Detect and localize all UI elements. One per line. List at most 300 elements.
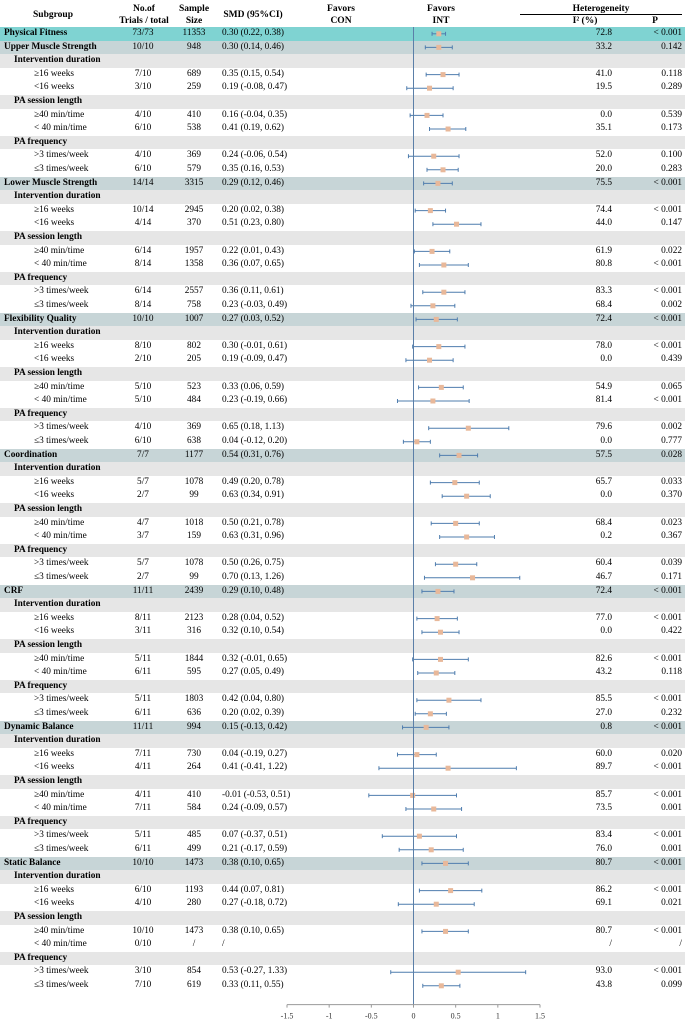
trials-value: 10/14 <box>132 204 154 215</box>
trials-value: 2/7 <box>137 572 149 582</box>
category-label: Intervention duration <box>14 599 101 610</box>
sample-size-value: 159 <box>187 531 201 542</box>
sample-size-value: 689 <box>187 68 201 79</box>
subgroup-label: < 40 min/time <box>34 939 87 950</box>
p-value: 0.422 <box>661 626 682 637</box>
subgroup-label: < 40 min/time <box>34 531 87 542</box>
p-value: 0.021 <box>661 898 682 909</box>
i2-value: 44.0 <box>595 218 612 229</box>
sample-size-value: 2439 <box>184 585 204 596</box>
sample-size-value: / <box>192 939 196 950</box>
p-value: 0.020 <box>661 748 682 759</box>
subgroup-label: ≥40 min/time <box>34 245 85 256</box>
smd-value: 0.33 (0.11, 0.55) <box>222 980 284 990</box>
subgroup-label: ≥16 weeks <box>34 68 74 79</box>
header-favors-int-line1: Favors <box>427 4 455 14</box>
sample-size-value: 758 <box>187 300 201 310</box>
i2-value: 74.4 <box>595 204 612 215</box>
i2-value: 0.0 <box>600 109 612 120</box>
i2-value: 72.4 <box>595 585 612 596</box>
trials-value: 4/10 <box>134 150 152 161</box>
trials-value: 3/7 <box>137 531 149 542</box>
sample-size-value: 410 <box>187 109 201 120</box>
smd-value: -0.01 (-0.53, 0.51) <box>222 789 291 800</box>
p-value: < 0.001 <box>653 884 682 895</box>
header-p: P <box>652 16 658 26</box>
trials-value: 7/10 <box>134 68 152 79</box>
smd-value: 0.28 (0.04, 0.52) <box>222 612 284 623</box>
point-estimate <box>446 698 451 703</box>
point-estimate <box>457 453 462 458</box>
smd-value: 0.70 (0.13, 1.26) <box>222 572 284 582</box>
p-value: 0.033 <box>661 476 682 487</box>
p-value: 0.002 <box>661 422 682 433</box>
subgroup-label: ≤3 times/week <box>34 164 89 174</box>
trials-value: 3/11 <box>134 626 152 637</box>
point-estimate <box>466 426 471 431</box>
smd-value: 0.30 (0.14, 0.46) <box>222 41 284 52</box>
subgroup-label: Coordination <box>4 449 58 460</box>
p-value: < 0.001 <box>653 313 682 324</box>
trials-value: 7/10 <box>134 980 152 990</box>
sample-size-value: 205 <box>187 354 201 365</box>
header-favors-con-line1: Favors <box>327 4 355 14</box>
subgroup-label: ≥16 weeks <box>34 612 74 623</box>
smd-value: 0.20 (0.02, 0.38) <box>222 204 284 215</box>
point-estimate <box>443 929 448 934</box>
sample-size-value: 730 <box>187 748 201 759</box>
sample-size-value: 595 <box>187 667 201 678</box>
trials-value: 4/11 <box>134 762 152 773</box>
i2-value: 52.0 <box>595 150 612 161</box>
subgroup-label: <16 weeks <box>34 354 75 365</box>
subgroup-label: ≤3 times/week <box>34 980 89 990</box>
smd-value: 0.30 (0.22, 0.38) <box>222 28 284 38</box>
i2-value: 27.0 <box>595 708 612 718</box>
i2-value: / <box>609 939 612 950</box>
point-estimate <box>446 127 451 132</box>
smd-value: 0.23 (-0.03, 0.49) <box>222 300 288 310</box>
trials-value: 3/10 <box>134 966 152 977</box>
p-value: 0.289 <box>661 82 682 93</box>
category-label: PA frequency <box>14 136 68 147</box>
sample-size-value: 369 <box>187 422 201 433</box>
sample-size-value: 854 <box>187 966 201 977</box>
sample-size-value: 584 <box>187 803 201 814</box>
sample-size-value: 484 <box>187 395 201 406</box>
point-estimate <box>439 983 444 988</box>
point-estimate <box>430 399 435 404</box>
subgroup-label: ≥40 min/time <box>34 789 85 800</box>
trials-value: 10/10 <box>132 41 154 52</box>
subgroup-label: <16 weeks <box>34 762 75 773</box>
subgroup-label: < 40 min/time <box>34 667 87 678</box>
p-value: 0.039 <box>661 558 682 569</box>
i2-value: 0.0 <box>600 436 612 446</box>
sample-size-value: 1358 <box>184 259 204 270</box>
i2-value: 79.6 <box>595 422 612 433</box>
p-value: 0.439 <box>661 354 682 365</box>
smd-value: 0.29 (0.12, 0.46) <box>222 177 284 188</box>
sample-size-value: 948 <box>187 41 201 52</box>
sample-size-value: 2945 <box>184 204 204 215</box>
sample-size-value: 1473 <box>184 857 204 868</box>
point-estimate <box>435 616 440 621</box>
category-label: PA session length <box>14 232 83 242</box>
subgroup-label: ≥40 min/time <box>34 109 85 120</box>
i2-value: 43.2 <box>595 667 612 678</box>
category-label: Intervention duration <box>14 55 101 66</box>
x-tick-label: 1.5 <box>535 1011 545 1019</box>
subgroup-label: >3 times/week <box>34 966 89 977</box>
p-value: 0.370 <box>661 490 682 501</box>
sample-size-value: 2557 <box>184 286 204 297</box>
category-label: Intervention duration <box>14 735 101 746</box>
i2-value: 93.0 <box>595 966 612 977</box>
point-estimate <box>410 793 415 798</box>
p-value: < 0.001 <box>653 857 682 868</box>
trials-value: 8/14 <box>134 300 152 310</box>
subgroup-label: ≤3 times/week <box>34 844 89 854</box>
point-estimate <box>436 344 441 349</box>
trials-value: 14/14 <box>132 177 154 188</box>
i2-value: 68.4 <box>595 300 612 310</box>
i2-value: 86.2 <box>595 884 612 895</box>
trials-value: 4/14 <box>134 218 152 229</box>
p-value: < 0.001 <box>653 721 682 732</box>
i2-value: 83.3 <box>595 286 612 297</box>
p-value: 0.142 <box>661 41 682 52</box>
subgroup-label: ≤3 times/week <box>34 300 89 310</box>
point-estimate <box>464 535 469 540</box>
subgroup-label: >3 times/week <box>34 830 89 841</box>
i2-value: 76.0 <box>595 844 612 854</box>
smd-value: 0.42 (0.04, 0.80) <box>222 694 284 705</box>
subgroup-label: ≥40 min/time <box>34 517 85 528</box>
smd-value: 0.16 (-0.04, 0.35) <box>222 109 288 120</box>
smd-value: 0.54 (0.31, 0.76) <box>222 449 284 460</box>
point-estimate <box>470 575 475 580</box>
subgroup-label: Lower Muscle Strength <box>4 177 98 188</box>
header-heterogeneity: Heterogeneity <box>572 4 630 14</box>
p-value: < 0.001 <box>653 966 682 977</box>
sample-size-value: 1078 <box>184 558 204 569</box>
header-subgroup: Subgroup <box>33 10 73 20</box>
smd-value: 0.20 (0.02, 0.39) <box>222 708 284 718</box>
smd-value: 0.19 (-0.08, 0.47) <box>222 82 288 93</box>
trials-value: 4/10 <box>134 422 152 433</box>
trials-value: 5/11 <box>134 653 152 664</box>
subgroup-label: ≥16 weeks <box>34 204 74 215</box>
point-estimate <box>435 589 440 594</box>
trials-value: 5/11 <box>134 830 152 841</box>
smd-value: 0.41 (-0.41, 1.22) <box>222 762 288 773</box>
subgroup-label: < 40 min/time <box>34 259 87 270</box>
sample-size-value: 99 <box>189 490 199 501</box>
smd-value: 0.27 (-0.18, 0.72) <box>222 898 288 909</box>
sample-size-value: 369 <box>187 150 201 161</box>
smd-value: 0.04 (-0.19, 0.27) <box>222 748 288 759</box>
subgroup-label: ≥16 weeks <box>34 884 74 895</box>
subgroup-label: ≤3 times/week <box>34 708 89 718</box>
i2-value: 81.4 <box>595 395 612 406</box>
smd-value: 0.30 (-0.01, 0.61) <box>222 340 288 351</box>
subgroup-label: <16 weeks <box>34 898 75 909</box>
trials-value: 3/10 <box>134 82 152 93</box>
category-label: PA frequency <box>14 272 68 283</box>
i2-value: 69.1 <box>595 898 612 909</box>
category-label: PA session length <box>14 368 83 378</box>
smd-value: 0.35 (0.16, 0.53) <box>222 164 284 174</box>
i2-value: 75.5 <box>595 177 612 188</box>
i2-value: 60.4 <box>595 558 612 569</box>
sample-size-value: 1193 <box>184 884 204 895</box>
smd-value: 0.07 (-0.37, 0.51) <box>222 830 288 841</box>
sample-size-value: 638 <box>187 436 201 446</box>
trials-value: 2/7 <box>137 490 149 501</box>
trials-value: 10/10 <box>132 857 154 868</box>
p-value: 0.118 <box>661 68 682 79</box>
p-value: < 0.001 <box>653 286 682 297</box>
p-value: < 0.001 <box>653 925 682 936</box>
i2-value: 83.4 <box>595 830 612 841</box>
category-label: Intervention duration <box>14 327 101 338</box>
header-size-line1: Sample <box>178 4 210 14</box>
smd-value: 0.22 (0.01, 0.43) <box>222 245 284 256</box>
smd-value: 0.32 (-0.01, 0.65) <box>222 653 288 664</box>
x-tick-label: 1 <box>495 1011 500 1019</box>
subgroup-label: ≥40 min/time <box>34 653 85 664</box>
p-value: < 0.001 <box>653 789 682 800</box>
sample-size-value: 499 <box>187 844 201 854</box>
p-value: 0.028 <box>661 449 682 460</box>
smd-value: 0.63 (0.34, 0.91) <box>222 490 284 501</box>
category-label: PA frequency <box>14 816 68 827</box>
trials-value: 0/10 <box>134 939 152 950</box>
subgroup-label: >3 times/week <box>34 422 89 433</box>
p-value: 0.118 <box>661 667 682 678</box>
sample-size-value: 370 <box>187 218 201 229</box>
category-label: PA session length <box>14 504 83 514</box>
smd-value: 0.19 (-0.09, 0.47) <box>222 354 288 365</box>
smd-value: 0.24 (-0.06, 0.54) <box>222 150 288 161</box>
point-estimate <box>441 72 446 77</box>
i2-value: 85.7 <box>595 789 612 800</box>
point-estimate <box>434 902 439 907</box>
p-value: < 0.001 <box>653 340 682 351</box>
i2-value: 41.0 <box>595 68 612 79</box>
p-value: < 0.001 <box>653 204 682 215</box>
point-estimate <box>448 888 453 893</box>
subgroup-label: ≤3 times/week <box>34 572 89 582</box>
sample-size-value: 259 <box>187 82 201 93</box>
trials-value: 5/10 <box>134 395 152 406</box>
p-value: < 0.001 <box>653 28 682 38</box>
trials-value: 4/10 <box>134 109 152 120</box>
subgroup-label: >3 times/week <box>34 286 89 297</box>
i2-value: 0.8 <box>600 721 612 732</box>
point-estimate <box>454 222 459 227</box>
subgroup-label: <16 weeks <box>34 218 75 229</box>
category-label: PA frequency <box>14 408 68 419</box>
trials-value: 6/14 <box>134 286 152 297</box>
smd-value: / <box>222 939 225 950</box>
i2-value: 68.4 <box>595 517 612 528</box>
i2-value: 89.7 <box>595 762 612 773</box>
sample-size-value: 264 <box>187 762 201 773</box>
smd-value: 0.38 (0.10, 0.65) <box>222 925 284 936</box>
smd-value: 0.38 (0.10, 0.65) <box>222 857 284 868</box>
p-value: 0.002 <box>661 300 682 310</box>
trials-value: 7/11 <box>134 748 152 759</box>
p-value: 0.065 <box>661 381 682 392</box>
p-value: 0.232 <box>661 708 682 718</box>
smd-value: 0.27 (0.03, 0.52) <box>222 313 284 324</box>
i2-value: 65.7 <box>595 476 612 487</box>
trials-value: 7/7 <box>137 449 149 460</box>
point-estimate <box>424 113 429 118</box>
point-estimate <box>436 45 441 50</box>
point-estimate <box>452 480 457 485</box>
header-size-line2: Size <box>185 16 203 26</box>
trials-value: 6/11 <box>134 844 152 854</box>
point-estimate <box>438 630 443 635</box>
category-label: PA session length <box>14 96 83 106</box>
point-estimate <box>424 725 429 730</box>
header-smd: SMD (95%CI) <box>223 10 283 20</box>
trials-value: 6/14 <box>134 245 152 256</box>
trials-value: 5/10 <box>134 381 152 392</box>
trials-value: 2/10 <box>134 354 152 365</box>
trials-value: 7/11 <box>134 803 152 814</box>
sample-size-value: 636 <box>187 708 201 718</box>
p-value: 0.367 <box>661 531 682 542</box>
sample-size-value: 1844 <box>184 653 204 664</box>
category-label: PA frequency <box>14 544 68 555</box>
trials-value: 8/14 <box>134 259 152 270</box>
sample-size-value: 802 <box>187 340 201 351</box>
subgroup-label: ≥16 weeks <box>34 340 74 351</box>
i2-value: 82.6 <box>595 653 612 664</box>
i2-value: 60.0 <box>595 748 612 759</box>
sample-size-value: 579 <box>187 164 201 174</box>
smd-value: 0.36 (0.07, 0.65) <box>222 259 284 270</box>
i2-value: 80.7 <box>595 857 612 868</box>
trials-value: 8/11 <box>134 612 152 623</box>
subgroup-label: < 40 min/time <box>34 123 87 134</box>
p-value: 0.023 <box>661 517 682 528</box>
p-value: 0.173 <box>661 123 682 134</box>
x-tick-label: -0.5 <box>364 1011 378 1019</box>
p-value: < 0.001 <box>653 612 682 623</box>
sample-size-value: 1957 <box>184 245 204 256</box>
trials-value: 6/10 <box>134 164 152 174</box>
sample-size-value: 410 <box>187 789 201 800</box>
smd-value: 0.04 (-0.12, 0.20) <box>222 436 288 446</box>
point-estimate <box>428 208 433 213</box>
i2-value: 19.5 <box>595 82 612 93</box>
subgroup-label: < 40 min/time <box>34 803 87 814</box>
smd-value: 0.63 (0.31, 0.96) <box>222 531 284 542</box>
category-label: PA session length <box>14 912 83 922</box>
category-label: Intervention duration <box>14 463 101 474</box>
p-value: 0.171 <box>661 572 682 582</box>
i2-value: 72.8 <box>595 28 612 38</box>
i2-value: 61.9 <box>595 245 612 256</box>
p-value: < 0.001 <box>653 762 682 773</box>
category-label: Intervention duration <box>14 191 101 202</box>
smd-value: 0.33 (0.06, 0.59) <box>222 381 284 392</box>
p-value: 0.539 <box>661 109 682 120</box>
point-estimate <box>431 154 436 159</box>
p-value: < 0.001 <box>653 830 682 841</box>
point-estimate <box>414 439 419 444</box>
subgroup-label: <16 weeks <box>34 82 75 93</box>
header-favors-int-line2: INT <box>432 16 450 26</box>
subgroup-label: Physical Fitness <box>4 28 68 38</box>
i2-value: 73.5 <box>595 803 612 814</box>
p-value: < 0.001 <box>653 177 682 188</box>
i2-value: 54.9 <box>595 381 612 392</box>
trials-value: 6/10 <box>134 884 152 895</box>
smd-value: 0.21 (-0.17, 0.59) <box>222 844 288 854</box>
point-estimate <box>434 671 439 676</box>
category-label: PA session length <box>14 776 83 786</box>
sample-size-value: 485 <box>187 830 201 841</box>
trials-value: 6/10 <box>134 436 152 446</box>
i2-value: 80.7 <box>595 925 612 936</box>
p-value: / <box>679 939 682 950</box>
category-label: PA frequency <box>14 952 68 963</box>
smd-value: 0.65 (0.18, 1.13) <box>222 422 284 433</box>
point-estimate <box>414 752 419 757</box>
subgroup-label: < 40 min/time <box>34 395 87 406</box>
sample-size-value: 523 <box>187 381 201 392</box>
x-tick-label: 0.5 <box>450 1011 461 1019</box>
trials-value: 6/10 <box>134 123 152 134</box>
point-estimate <box>434 317 439 322</box>
subgroup-label: Flexibility Quality <box>4 313 77 324</box>
category-label: PA session length <box>14 640 83 650</box>
i2-value: 0.0 <box>600 626 612 637</box>
trials-value: 6/11 <box>134 667 152 678</box>
point-estimate <box>430 249 435 254</box>
i2-value: 35.1 <box>595 123 612 134</box>
point-estimate <box>446 766 451 771</box>
i2-value: 80.8 <box>595 259 612 270</box>
point-estimate <box>464 494 469 499</box>
p-value: 0.283 <box>661 164 682 174</box>
i2-value: 46.7 <box>595 572 612 582</box>
subgroup-label: ≥40 min/time <box>34 381 85 392</box>
trials-value: 8/10 <box>134 340 152 351</box>
p-value: 0.001 <box>661 803 682 814</box>
point-estimate <box>441 290 446 295</box>
trials-value: 5/11 <box>134 694 152 705</box>
p-value: 0.022 <box>661 245 682 256</box>
x-tick-label: -1 <box>325 1011 333 1019</box>
sample-size-value: 619 <box>187 980 201 990</box>
smd-value: 0.51 (0.23, 0.80) <box>222 218 284 229</box>
p-value: 0.099 <box>661 980 682 990</box>
category-label: Intervention duration <box>14 871 101 882</box>
point-estimate <box>436 31 441 36</box>
i2-value: 78.0 <box>595 340 612 351</box>
trials-value: 4/7 <box>137 517 149 528</box>
p-value: 0.001 <box>661 844 682 854</box>
trials-value: 11/11 <box>132 585 154 596</box>
trials-value: 10/10 <box>132 313 154 324</box>
